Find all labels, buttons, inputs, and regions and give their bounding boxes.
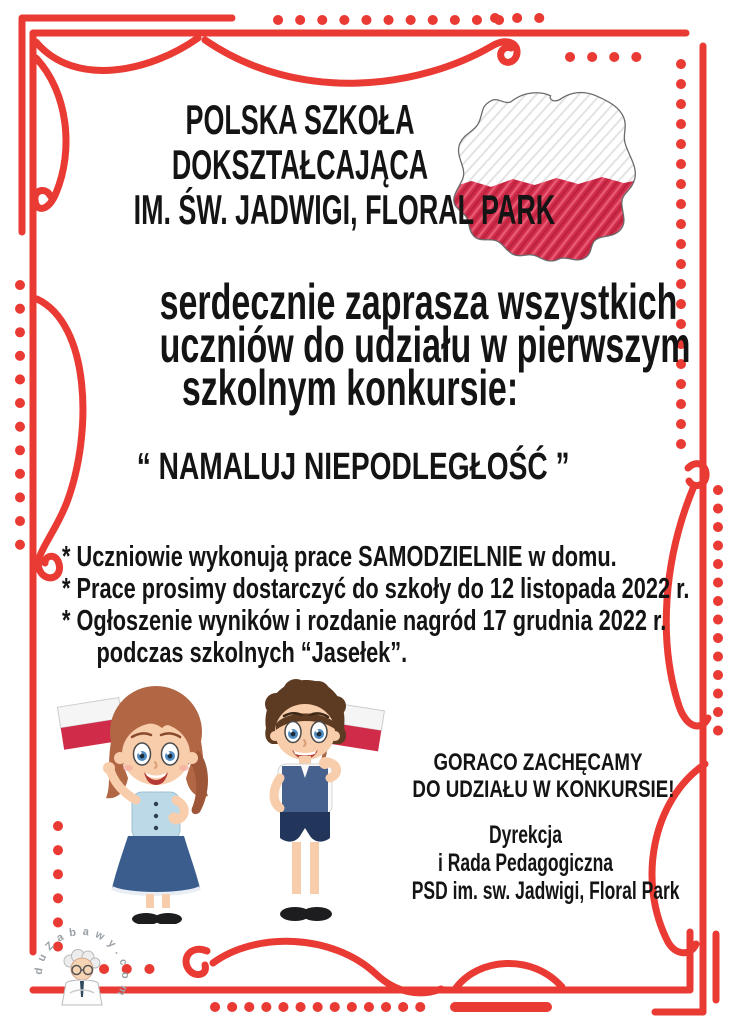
professor-mascot-icon <box>62 950 102 1006</box>
invitation-line-2: uczniów do udziału w pierwszym <box>159 317 691 373</box>
rule-2: * Prace prosimy dostarczyć do szkoły do 12 listopada 2022 r. <box>62 573 690 605</box>
children-with-flags-icon <box>52 666 392 924</box>
watermark-text: duZabawy.com <box>32 925 132 1003</box>
encouragement-line-1: GORACO ZACHĘCAMY <box>433 749 643 776</box>
encouragement-line-2: DO UDZIAŁU W KONKURSIE! <box>412 776 675 803</box>
rule-1: * Uczniowie wykonują prace SAMODZIELNIE w domu. <box>62 541 617 573</box>
school-name-line-1: POLSKA SZKOŁA <box>185 96 415 143</box>
watermark-circle-icon <box>18 923 148 1022</box>
contest-rules <box>62 541 730 669</box>
encouragement-text <box>377 749 699 803</box>
rule-3: * Ogłoszenie wyników i rozdanie nagród 17 grudnia 2022 r. <box>62 605 667 637</box>
rule-3-continued: podczas szkolnych “Jasełek”. <box>96 637 408 669</box>
school-name-line-2: DOKSZTAŁCAJĄCA <box>171 141 429 188</box>
school-name <box>40 97 560 232</box>
signature-block <box>363 821 688 905</box>
watermark-logo <box>18 923 148 1022</box>
contest-title <box>64 442 624 492</box>
signature-line-1: Dyrekcja <box>489 821 562 849</box>
signature-line-3: PSD im. sw. Jadwigi, Floral Park <box>411 877 680 905</box>
school-name-line-3: IM. ŚW. JADWIGI, FLORAL PARK <box>133 186 556 233</box>
invitation-text <box>70 274 691 416</box>
signature-line-2: i Rada Pedagogiczna <box>437 849 614 877</box>
contest-title-text: “ NAMALUJ NIEPODLEGŁOŚĆ ” <box>136 446 570 488</box>
invitation-line-1: serdecznie zaprasza wszystkich <box>159 274 678 330</box>
girl-figure <box>57 686 208 924</box>
invitation-line-3: szkolnym konkursie: <box>181 360 519 416</box>
children-illustration <box>52 666 392 924</box>
